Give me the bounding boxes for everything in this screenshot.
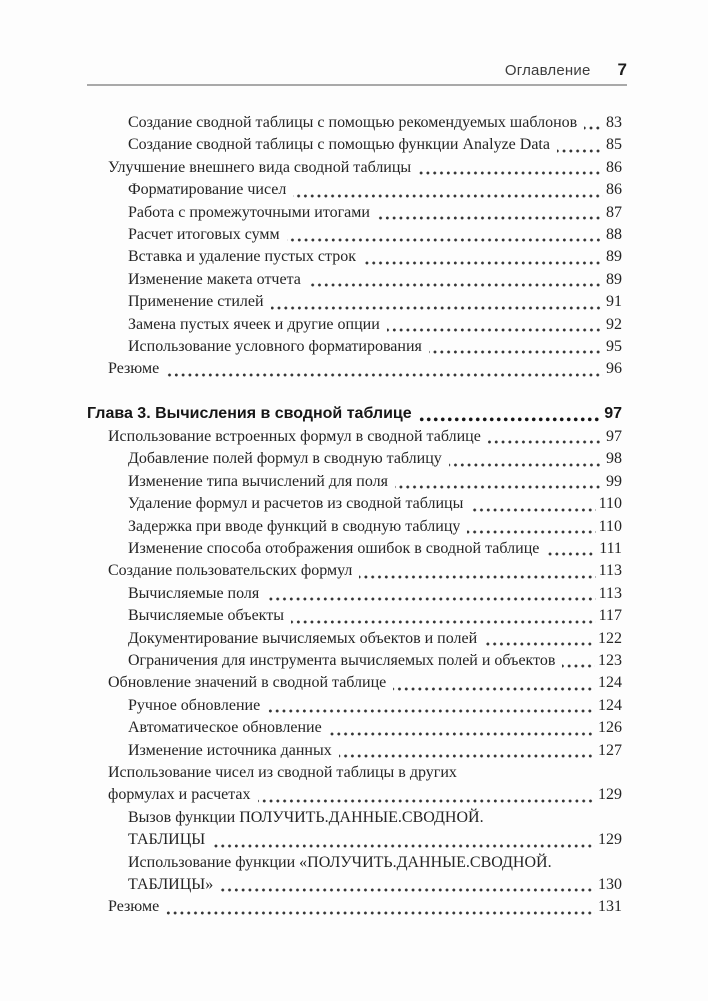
running-head — [87, 60, 627, 86]
toc-page-number: 124 — [598, 696, 622, 714]
toc-page-number: 126 — [598, 719, 622, 737]
toc-page-number: 97 — [604, 404, 622, 422]
leader-dots — [557, 149, 603, 153]
leader-dots — [562, 664, 595, 668]
toc-entry-title: Создание сводной таблицы с помощью рекомендуемых шаблонов — [128, 114, 578, 131]
running-head-title: Оглавление — [504, 62, 591, 79]
toc-entry-title: Вставка и удаление пустых строк — [128, 248, 356, 266]
toc-entry-title: Создание сводной таблицы с помощью функции Analyze Data — [128, 136, 550, 154]
leader-dots — [418, 171, 603, 175]
leader-dots — [429, 350, 603, 354]
toc-page-number: 89 — [606, 270, 622, 288]
leader-dots — [267, 709, 595, 713]
toc-page-number: 96 — [606, 360, 622, 378]
toc-entry[interactable] — [87, 717, 622, 739]
toc-entry-title: Резюме — [108, 360, 160, 378]
toc-page-number: 130 — [598, 876, 622, 893]
leader-dots — [166, 373, 603, 377]
toc-entry[interactable] — [87, 628, 622, 650]
leader-dots — [470, 508, 595, 512]
toc-page-number: 110 — [598, 517, 622, 535]
toc-entry-title: Изменение способа отображения ошибок в сводной таблице — [128, 539, 540, 557]
leader-dots — [266, 597, 595, 601]
toc-entry-title: Вычисляемые поля — [128, 584, 260, 602]
leader-dots — [393, 687, 595, 691]
toc-entry-title: Вычисляемые объекты — [128, 607, 284, 625]
leader-dots — [287, 238, 603, 242]
leader-dots — [271, 306, 603, 310]
toc-entry[interactable] — [87, 336, 622, 358]
toc-entry-title: Использование встроенных формул в сводной таблице — [108, 427, 481, 445]
toc-entry-title: Ручное обновление — [128, 696, 261, 714]
toc-entry[interactable] — [87, 246, 622, 268]
toc-entry[interactable] — [87, 874, 622, 896]
toc-entry-title: Добавление полей формул в сводную таблицу — [128, 450, 442, 468]
toc-entry-title: Использование чисел из сводной таблицы в других — [108, 763, 457, 781]
leader-dots — [387, 328, 603, 332]
leader-dots — [395, 485, 603, 489]
toc-entry[interactable] — [87, 157, 622, 179]
toc-entry[interactable] — [87, 762, 622, 784]
leader-dots — [363, 261, 603, 265]
toc-page-number: 86 — [606, 181, 622, 199]
toc-page-number: 111 — [599, 539, 622, 557]
toc-page-number: 87 — [606, 203, 622, 221]
leader-dots — [419, 417, 602, 422]
toc-entry-title: Обновление значений в сводной таблице — [108, 674, 387, 692]
toc-entry[interactable] — [87, 650, 622, 672]
toc-entry[interactable] — [87, 493, 622, 515]
toc-page-number: 95 — [606, 338, 622, 356]
toc-entry[interactable] — [87, 560, 622, 582]
leader-dots — [546, 552, 596, 556]
toc-entry-title: ТАБЛИЦЫ — [128, 831, 206, 849]
toc-page-number: 91 — [606, 293, 622, 311]
toc-entry[interactable] — [87, 134, 622, 156]
toc-entry-title: Изменение типа вычислений для поля — [128, 472, 388, 490]
toc-entry[interactable] — [87, 426, 622, 448]
toc-page-number: 129 — [598, 786, 622, 804]
toc-entry-title: Удаление формул и расчетов из сводной таблицы — [128, 495, 464, 513]
toc-entry[interactable] — [87, 672, 622, 694]
toc-entry[interactable] — [87, 538, 622, 560]
leader-dots — [377, 216, 603, 220]
toc-entry-title: Создание пользовательских формул — [108, 562, 353, 580]
leader-dots — [291, 620, 596, 624]
toc-entry[interactable] — [87, 179, 622, 201]
toc-page-number: 97 — [606, 427, 622, 445]
toc-entry-title: Резюме — [108, 898, 160, 916]
leader-dots — [212, 844, 595, 848]
toc-entry-title: Вызов функции ПОЛУЧИТЬ.ДАННЫЕ.СВОДНОЙ. — [128, 808, 484, 826]
leader-dots — [484, 642, 595, 646]
toc-entry-title: ТАБЛИЦЫ» — [128, 876, 214, 893]
toc-entry-title: Расчет итоговых сумм — [128, 226, 280, 244]
toc-page-number: 113 — [598, 562, 622, 580]
leader-dots — [359, 575, 595, 579]
toc-entry[interactable] — [87, 471, 622, 493]
toc-entry-title: Изменение источника данных — [128, 741, 332, 759]
toc-entry[interactable] — [87, 516, 622, 538]
toc-entry[interactable] — [87, 807, 622, 829]
toc-page-number: 88 — [606, 226, 622, 244]
toc-entry-title: Использование функции «ПОЛУЧИТЬ.ДАННЫЕ.СВОДНОЙ. — [128, 853, 552, 871]
toc-page-number: 123 — [598, 651, 622, 669]
leader-dots — [258, 799, 595, 803]
leader-dots — [467, 530, 595, 534]
toc-entry[interactable] — [87, 112, 622, 134]
toc-page-number: 124 — [598, 674, 622, 692]
toc-entry[interactable] — [87, 358, 622, 380]
toc-entry-title: Автоматическое обновление — [128, 719, 322, 737]
toc-page-number: 131 — [598, 898, 622, 916]
toc-entry-title: Глава 3. Вычисления в сводной таблице — [87, 404, 412, 422]
toc-entry-title: Ограничения для инструмента вычисляемых полей и объектов — [128, 651, 556, 669]
toc-entry[interactable] — [87, 291, 622, 313]
toc-entry-title: Использование условного форматирования — [128, 338, 422, 356]
toc-entry-title: Форматирование чисел — [128, 181, 287, 199]
leader-dots — [293, 194, 603, 198]
leader-dots — [339, 754, 595, 758]
leader-dots — [166, 911, 595, 915]
toc-entry[interactable] — [87, 314, 622, 336]
toc-entry-title: Применение стилей — [128, 293, 264, 311]
toc-entry-title: формулах и расчетах — [108, 786, 251, 804]
toc-entry-title: Задержка при вводе функций в сводную таблицу — [128, 517, 461, 535]
toc-page-number: 113 — [598, 584, 622, 602]
toc-entry[interactable] — [87, 583, 622, 605]
toc-entry-title: Документирование вычисляемых объектов и полей — [128, 629, 478, 647]
leader-dots — [488, 440, 603, 444]
toc-chapter-entry[interactable] — [87, 402, 622, 426]
toc-entry[interactable] — [87, 695, 622, 717]
toc-page-number: 117 — [598, 607, 622, 625]
toc-page-number: 127 — [598, 741, 622, 759]
toc-page-number: 89 — [606, 248, 622, 266]
toc-page-number: 99 — [606, 472, 622, 490]
page-number-folio: 7 — [617, 60, 627, 79]
toc-entry-title: Изменение макета отчета — [128, 270, 301, 288]
leader-dots — [449, 463, 603, 467]
toc-page-number: 86 — [606, 158, 622, 176]
toc-page-number: 110 — [598, 495, 622, 513]
leader-dots — [308, 283, 603, 287]
header-rule — [87, 84, 627, 86]
leader-dots — [220, 888, 595, 892]
toc-list — [87, 112, 622, 919]
toc-entry[interactable] — [87, 784, 622, 806]
toc-page-number: 83 — [606, 114, 622, 131]
toc-entry[interactable] — [87, 224, 622, 246]
leader-dots — [329, 732, 595, 736]
toc-entry[interactable] — [87, 448, 622, 470]
toc-page-number: 129 — [598, 831, 622, 849]
toc-page-number: 122 — [598, 629, 622, 647]
toc-entry[interactable] — [87, 740, 622, 762]
toc-entry[interactable] — [87, 605, 622, 627]
toc-page-number: 92 — [606, 315, 622, 333]
toc-page-number: 85 — [606, 136, 622, 154]
toc-page-number: 98 — [606, 450, 622, 468]
toc-entry[interactable] — [87, 269, 622, 291]
leader-dots — [584, 126, 603, 130]
toc-entry-title: Улучшение внешнего вида сводной таблицы — [108, 158, 412, 176]
toc-entry[interactable] — [87, 852, 622, 874]
toc-entry[interactable] — [87, 829, 622, 851]
toc-entry[interactable] — [87, 896, 622, 918]
toc-entry[interactable] — [87, 202, 622, 224]
toc-entry-title: Замена пустых ячеек и другие опции — [128, 315, 380, 333]
toc-entry-title: Работа с промежуточными итогами — [128, 203, 370, 221]
